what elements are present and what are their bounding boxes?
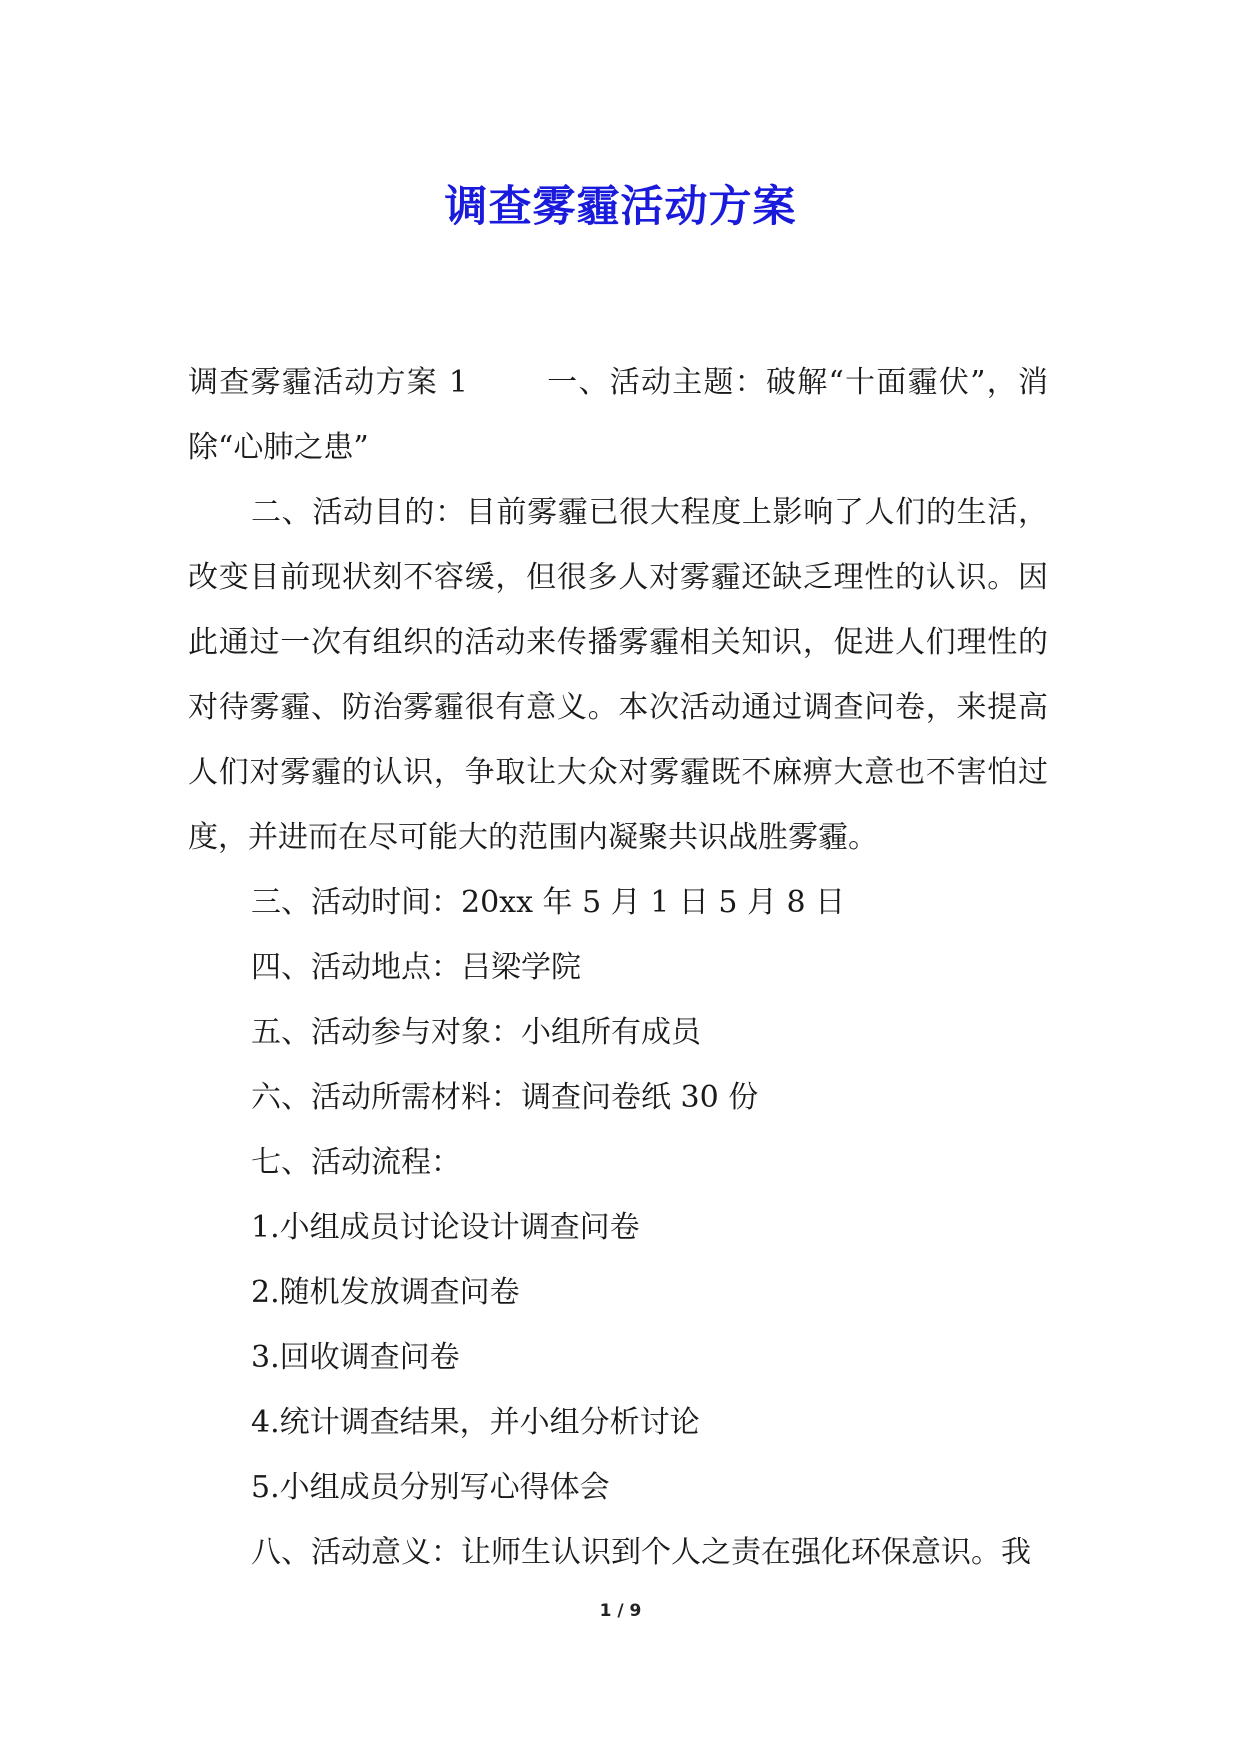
paragraph-significance: 八、活动意义：让师生认识到个人之责在强化环保意识。我	[251, 1535, 1031, 1570]
list-item: 2.随机发放调查问卷	[251, 1275, 520, 1310]
list-item: 3.回收调查问卷	[251, 1340, 460, 1375]
activity-theme-text: 一、活动主题：破解“十面霾伏”，消除“心肺之患”	[188, 365, 1048, 465]
paragraph-location: 四、活动地点：吕梁学院	[251, 950, 581, 985]
paragraph-materials: 六、活动所需材料：调查问卷纸 30 份	[251, 1080, 759, 1115]
paragraph-process-heading: 七、活动流程：	[251, 1145, 461, 1180]
paragraph-time: 三、活动时间：20xx 年 5 月 1 日 5 月 8 日	[251, 885, 846, 920]
list-item: 4.统计调查结果，并小组分析讨论	[251, 1405, 700, 1440]
document-body	[188, 350, 1048, 1585]
document-title: 调查雾霾活动方案	[444, 181, 797, 232]
page-number: 1 / 9	[599, 1601, 642, 1621]
paragraph-participants: 五、活动参与对象：小组所有成员	[251, 1015, 701, 1050]
paragraph-purpose: 二、活动目的：目前雾霾已很大程度上影响了人们的生活，改变目前现状刻不容缓，但很多人对雾霾还缺乏理性的认识。因此通过一次有组织的活动来传播雾霾相关知识，促进人们理性的对待雾霾、防治雾霾很有意义。本次活动通过调查问卷，来提高人们对雾霾的认识，争取让大众对雾霾既不麻痹大意也不害怕过度，并进而在尽可能大的范围内凝聚共识战胜雾霾。	[188, 495, 1048, 855]
first-paragraph	[188, 350, 1048, 480]
list-item: 1.小组成员讨论设计调查问卷	[251, 1210, 640, 1245]
list-item: 5.小组成员分别写心得体会	[251, 1470, 610, 1505]
section-heading: 调查雾霾活动方案 1	[188, 365, 468, 400]
